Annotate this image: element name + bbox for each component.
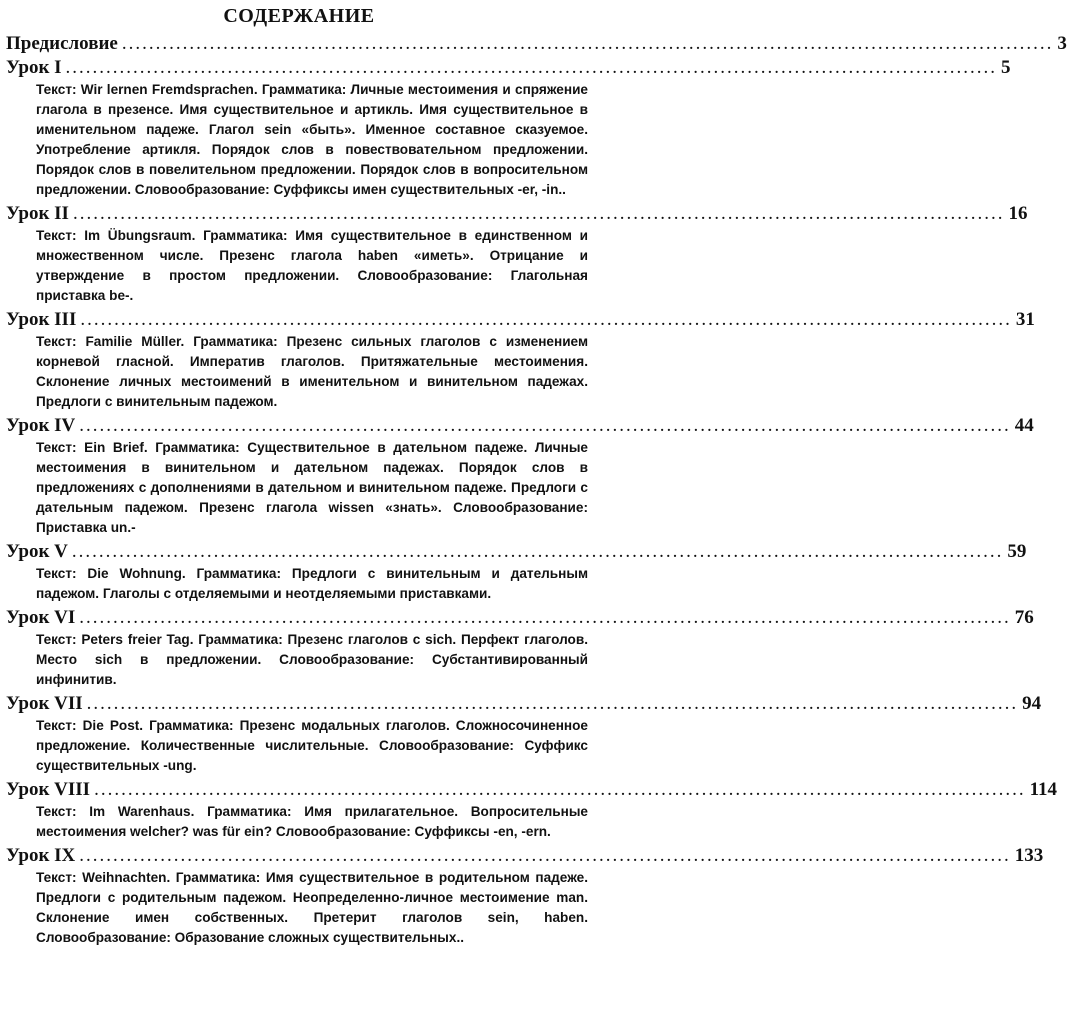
entry-label: Предисловие <box>6 33 118 54</box>
entry-page-number: 76 <box>1014 607 1034 628</box>
lesson-heading[interactable] <box>6 540 1027 564</box>
dot-leader: .......................................................................................................................................... <box>79 845 1011 866</box>
lesson-heading[interactable] <box>6 308 1035 332</box>
entry-label: Урок IV <box>6 415 76 436</box>
toc-entry-preface[interactable] <box>6 32 1067 56</box>
entry-label: Урок I <box>6 57 62 78</box>
toc-entry-lesson-7 <box>6 692 1042 776</box>
entry-page-number: 114 <box>1029 779 1058 800</box>
entry-page-number: 59 <box>1007 541 1027 562</box>
lesson-description: Текст: Ein Brief. Грамматика: Существительное в дательном падеже. Личные местоимения в винительном и дательном падежах. Порядок слов в предложениях с дополнениями в дательном и винительном падеже. Предлоги с дательным падежом. Презенс глагола wissen «знать». Словообразование: Приставка un.- <box>36 440 588 535</box>
entry-label: Урок V <box>6 541 68 562</box>
toc-entry-lesson-1 <box>6 56 1011 200</box>
lesson-description: Текст: Familie Müller. Грамматика: Презенс сильных глаголов с изменением корневой гласной. Императив глаголов. Притяжательные местоимения. Склонение личных местоимений в именительном и винительном падежах. Предлоги с винительным падежом. <box>36 334 588 409</box>
toc-entry-lesson-2 <box>6 202 1028 306</box>
entry-page-number: 133 <box>1014 845 1044 866</box>
entry-page-number: 44 <box>1014 415 1034 436</box>
dot-leader: .......................................................................................................................................... <box>79 607 1011 628</box>
entry-page-number: 31 <box>1015 309 1035 330</box>
entry-page-number: 5 <box>1001 57 1011 78</box>
lesson-heading[interactable] <box>6 202 1028 226</box>
lesson-description: Текст: Im Warenhaus. Грамматика: Имя прилагательное. Вопросительные местоимения welcher? was für ein? Словообразование: Суффиксы -en, -ern. <box>36 804 588 839</box>
dot-leader: .......................................................................................................................................... <box>121 33 1054 54</box>
dot-leader: .......................................................................................................................................... <box>94 779 1026 800</box>
entry-label: Урок III <box>6 309 77 330</box>
entry-label: Урок IX <box>6 845 76 866</box>
toc-entry-lesson-8 <box>6 778 1058 842</box>
dot-leader: .......................................................................................................................................... <box>79 415 1011 436</box>
toc-entry-lesson-5 <box>6 540 1027 604</box>
lesson-description: Текст: Weihnachten. Грамматика: Имя существительное в родительном падеже. Предлоги с родительным падежом. Неопределенно-личное местоимение man. Склонение имен собственных. Претерит глаголов sein, haben. Словообразование: Образование сложных существительных.. <box>36 870 588 945</box>
lesson-description: Текст: Peters freier Tag. Грамматика: Презенс глаголов с sich. Перфект глаголов. Место sich в предложении. Словообразование: Субстантивированный инфинитив. <box>36 632 588 687</box>
entry-label: Урок VIII <box>6 779 91 800</box>
dot-leader: .......................................................................................................................................... <box>72 203 1005 224</box>
toc-entry-lesson-4 <box>6 414 1034 538</box>
lesson-heading[interactable] <box>6 56 1011 80</box>
lesson-heading[interactable] <box>6 844 1044 868</box>
dot-leader: .......................................................................................................................................... <box>71 541 1004 562</box>
entry-page-number: 16 <box>1008 203 1028 224</box>
lesson-heading[interactable] <box>6 606 1034 630</box>
entry-label: Урок II <box>6 203 69 224</box>
dot-leader: .......................................................................................................................................... <box>86 693 1019 714</box>
entry-label: Урок VII <box>6 693 83 714</box>
lesson-heading[interactable] <box>6 692 1042 716</box>
dot-leader: .......................................................................................................................................... <box>80 309 1012 330</box>
dot-leader: .......................................................................................................................................... <box>65 57 998 78</box>
page-title: СОДЕРЖАНИЕ <box>223 5 375 27</box>
toc-entry-lesson-6 <box>6 606 1034 690</box>
lesson-heading[interactable] <box>6 778 1058 802</box>
toc-page <box>0 4 1067 1009</box>
entry-page-number: 3 <box>1057 33 1067 54</box>
lesson-description: Текст: Im Übungsraum. Грамматика: Имя существительное в единственном и множественном числе. Презенс глагола haben «иметь». Отрицание и утверждение в простом предложении. Словообразование: Глагольная приставка be-. <box>36 228 588 303</box>
lesson-description: Текст: Wir lernen Fremdsprachen. Грамматика: Личные местоимения и спряжение глагола в презенсе. Имя существительное и артикль. Имя существительное в именительном падеже. Глагол sein «быть». Именное составное сказуемое. Употребление артикля. Порядок слов в повествовательном предложении. Порядок слов в повелительном предложении. Порядок слов в вопросительном предложении. Словообразование: Суффиксы имен существительных -er, -in.. <box>36 82 588 197</box>
lesson-description: Текст: Die Post. Грамматика: Презенс модальных глаголов. Сложносочиненное предложение. Количественные числительные. Словообразование: Суффикс существительных -ung. <box>36 718 588 773</box>
lesson-heading[interactable] <box>6 414 1034 438</box>
entry-label: Урок VI <box>6 607 76 628</box>
toc-entry-lesson-3 <box>6 308 1035 412</box>
toc-entry-lesson-9 <box>6 844 1044 948</box>
entry-page-number: 94 <box>1022 693 1042 714</box>
lesson-description: Текст: Die Wohnung. Грамматика: Предлоги с винительным и дательным падежом. Глаголы с отделяемыми и неотделяемыми приставками. <box>36 566 588 601</box>
